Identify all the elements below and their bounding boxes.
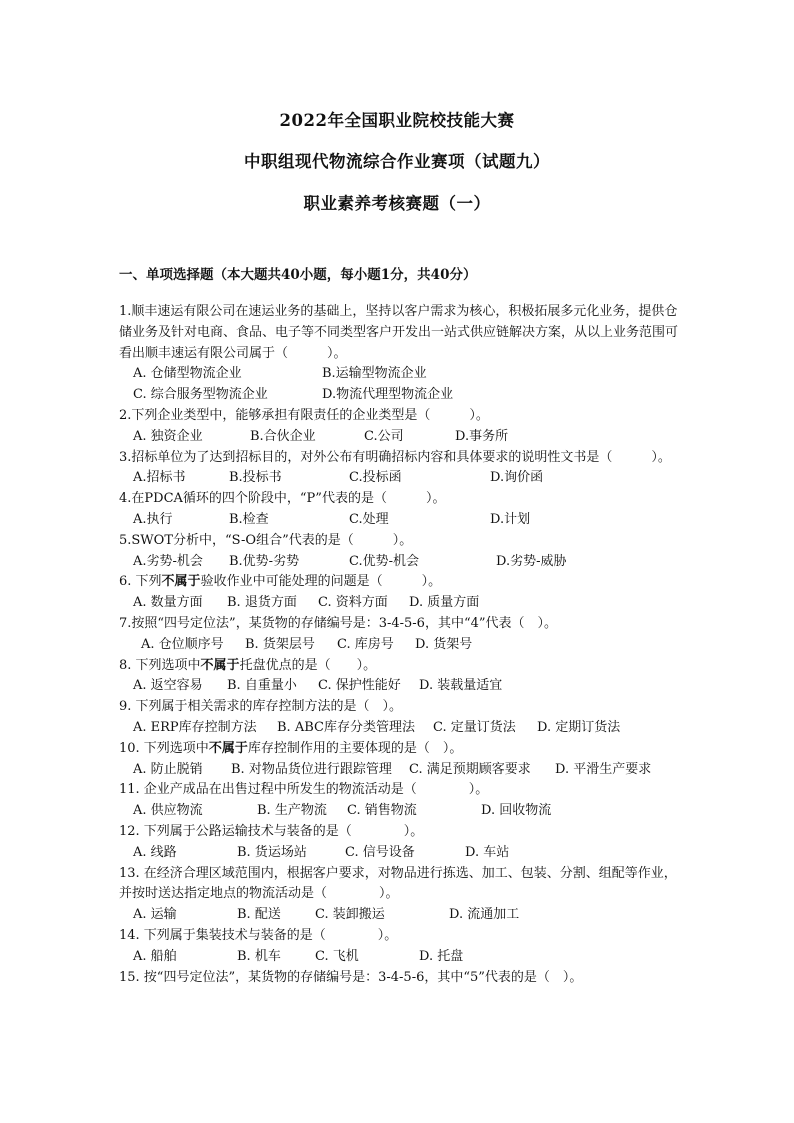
option-d: D.物流代理型物流企业: [322, 387, 454, 403]
option-d: D. 托盘: [419, 948, 464, 964]
emphasis-text: 不属于: [200, 657, 240, 673]
question-stem: 11. 企业产成品在出售过程中所发生的物流活动是（ ）。: [119, 782, 489, 798]
question-stem: 10. 下列选项中不属于库存控制作用的主要体现的是（ ）。: [119, 740, 463, 756]
question-stem: 6. 下列不属于验收作业中可能处理的问题是（ ）。: [119, 574, 442, 590]
option-row: [119, 385, 679, 406]
option-a: A. 独资企业: [133, 428, 203, 444]
question-stem: 13. 在经济合理区域范围内，根据客户要求，对物品进行拣选、加工、包装、分割、组配等作业，并按时送达指定地点的物流活动是（ ）。: [119, 865, 677, 902]
option-a: A. 线路: [133, 844, 177, 860]
question-stem: 4.在PDCA循环的四个阶段中，“P”代表的是（ ）。: [119, 491, 446, 507]
option-a: A.招标书: [133, 470, 186, 486]
option-b: B. 对物品货位进行跟踪管理: [231, 761, 392, 777]
option-d: D.询价函: [490, 470, 544, 486]
option-row: [119, 593, 679, 614]
option-b: B. ABC库存分类管理法: [277, 719, 415, 735]
section-heading: 一、单项选择题（本大题共40小题，每小题1分，共40分）: [119, 267, 477, 283]
option-row: [119, 801, 679, 822]
option-a: A. 防止脱销: [133, 761, 203, 777]
question-stem: 7.按照“四号定位法”，某货物的存储编号是：3-4-5-6，其中“4”代表（ ）。: [119, 615, 558, 631]
option-d: D. 回收物流: [481, 803, 552, 819]
option-d: D.计划: [490, 511, 531, 527]
question-item: [119, 614, 679, 656]
option-a: A. 运输: [133, 907, 177, 923]
option-c: C. 综合服务型物流企业: [133, 387, 268, 403]
option-row: [119, 905, 679, 926]
question-item: [119, 864, 679, 926]
option-c: C. 保护性能好: [318, 678, 401, 694]
question-item: [119, 926, 679, 968]
option-d: D. 定期订货法: [537, 719, 621, 735]
option-d: D.劣势-威胁: [496, 553, 567, 569]
option-c: C. 装卸搬运: [315, 907, 385, 923]
option-d: D. 质量方面: [409, 595, 480, 611]
option-a: A. 返空容易: [133, 678, 203, 694]
question-item: [119, 822, 679, 864]
question-item: [119, 739, 679, 781]
question-stem: 15. 按“四号定位法”，某货物的存储编号是：3-4-5-6，其中“5”代表的是（ ）。: [119, 969, 583, 985]
option-c: C. 满足预期顾客要求: [409, 761, 531, 777]
option-b: B. 生产物流: [257, 803, 327, 819]
option-row: [119, 843, 679, 864]
option-a: A. 仓储型物流企业: [133, 366, 242, 382]
option-b: B. 退货方面: [227, 595, 297, 611]
option-c: C. 飞机: [315, 948, 359, 964]
option-row: [119, 427, 679, 448]
option-a: A.执行: [133, 511, 173, 527]
option-c: C. 销售物流: [347, 803, 417, 819]
question-item: [119, 697, 679, 739]
option-row: [119, 468, 679, 489]
option-row: [119, 760, 679, 781]
option-d: D. 流通加工: [449, 907, 520, 923]
question-item: [119, 968, 679, 989]
question-list: [119, 302, 679, 988]
question-item: [119, 572, 679, 614]
option-row: [119, 947, 679, 968]
option-d: D. 装载量适宜: [419, 678, 503, 694]
option-a: A. 船舶: [133, 948, 177, 964]
question-stem: 9. 下列属于相关需求的库存控制方法的是（ ）。: [119, 699, 403, 715]
option-d: D. 货架号: [415, 636, 473, 652]
event-title: 中职组现代物流综合作业赛项（试题九）: [244, 152, 550, 171]
option-c: C.处理: [349, 511, 389, 527]
option-d: D. 平滑生产要求: [555, 761, 652, 777]
option-b: B.优势-劣势: [229, 553, 300, 569]
option-a: A. 供应物流: [133, 803, 203, 819]
option-a: A. 数量方面: [133, 595, 203, 611]
question-stem: 8. 下列选项中不属于托盘优点的是（ ）。: [119, 657, 377, 673]
option-a: A. 仓位顺序号: [141, 636, 224, 652]
option-b: B. 配送: [237, 907, 281, 923]
option-b: B. 货运场站: [237, 844, 307, 860]
option-c: C.投标函: [349, 470, 402, 486]
option-b: B. 货架层号: [245, 636, 315, 652]
option-b: B.合伙企业: [250, 428, 316, 444]
option-row: [119, 676, 679, 697]
question-item: [119, 531, 679, 573]
option-c: C. 资料方面: [318, 595, 388, 611]
question-item: [119, 780, 679, 822]
question-stem: 3.招标单位为了达到招标目的，对外公布有明确招标内容和具体要求的说明性文书是（ ）。: [119, 449, 671, 465]
option-b: B.检查: [229, 511, 269, 527]
option-c: C.优势-机会: [349, 553, 420, 569]
question-stem: 1.顺丰速运有限公司在速运业务的基础上，坚持以客户需求为核心，积极拓展多元化业务，提供仓储业务及针对电商、食品、电子等不同类型客户开发出一站式供应链解决方案，从以上业务范围可看出顺丰速运有限公司属于（ ）。: [119, 304, 679, 361]
question-item: [119, 656, 679, 698]
option-row: [119, 718, 679, 739]
option-c: C. 库房号: [337, 636, 394, 652]
option-d: D.事务所: [455, 428, 509, 444]
paper-title: 职业素养考核赛题（一）: [303, 194, 491, 213]
option-b: B. 机车: [237, 948, 281, 964]
question-stem: 5.SWOT分析中，“S-O组合”代表的是（ ）。: [119, 532, 413, 548]
competition-title: 2022年全国职业院校技能大赛: [279, 111, 515, 130]
question-item: [119, 489, 679, 531]
option-c: C. 定量订货法: [433, 719, 516, 735]
option-b: B. 自重量小: [227, 678, 297, 694]
option-row: [119, 552, 679, 573]
option-row: [119, 635, 679, 656]
option-a: A. ERP库存控制方法: [133, 719, 257, 735]
emphasis-text: 不属于: [208, 740, 248, 756]
question-stem: 2.下列企业类型中，能够承担有限责任的企业类型是（ ）。: [119, 407, 489, 423]
question-item: [119, 448, 679, 490]
question-stem: 14. 下列属于集装技术与装备的是（ ）。: [119, 927, 398, 943]
option-a: A.劣势-机会: [133, 553, 203, 569]
emphasis-text: 不属于: [161, 574, 201, 590]
option-b: B.运输型物流企业: [322, 366, 427, 382]
option-row: [119, 364, 679, 385]
question-item: [119, 406, 679, 448]
option-c: C.公司: [364, 428, 404, 444]
option-c: C. 信号设备: [345, 844, 415, 860]
option-d: D. 车站: [465, 844, 510, 860]
question-item: [119, 302, 679, 406]
question-stem: 12. 下列属于公路运输技术与装备的是（ ）。: [119, 823, 424, 839]
option-row: [119, 510, 679, 531]
option-b: B.投标书: [229, 470, 282, 486]
